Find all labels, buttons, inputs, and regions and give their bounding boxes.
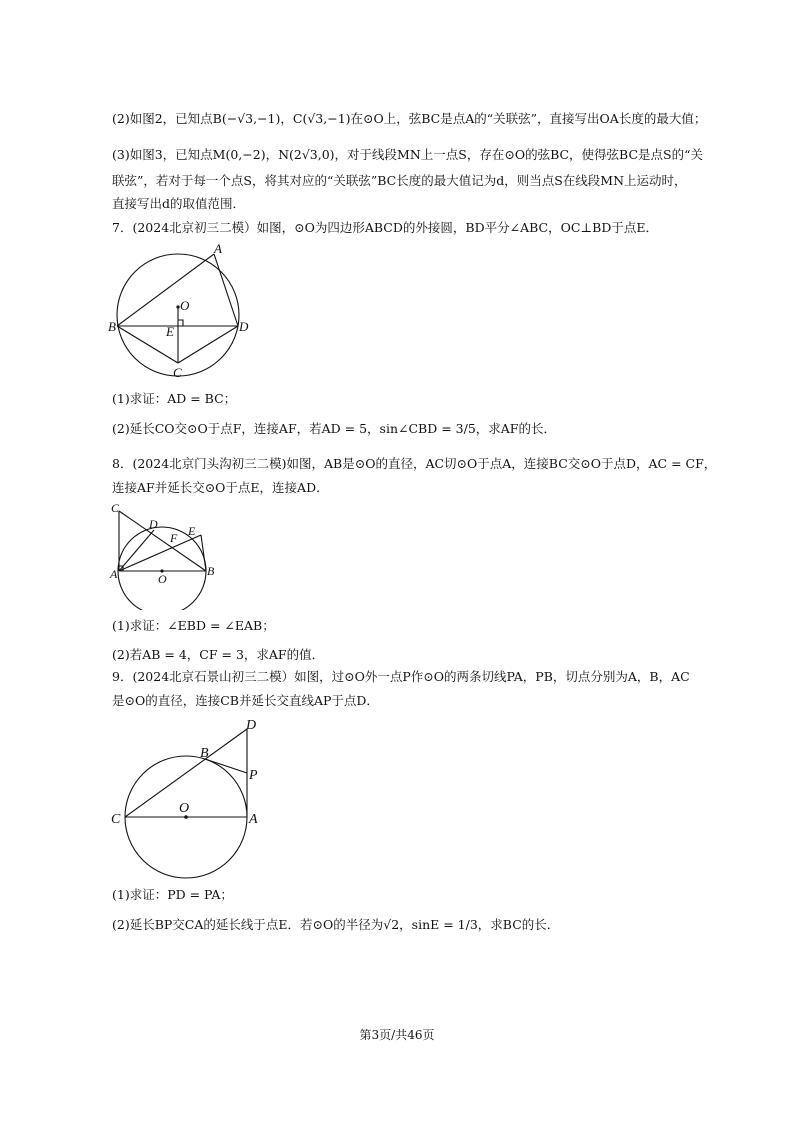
q9-stem-cont: 是⊙O的直径，连接CB并延长交直线AP于点D．: [112, 693, 379, 708]
label-B: B: [108, 319, 116, 334]
label-B: B: [200, 746, 209, 761]
label-O: O: [179, 801, 190, 816]
label-A: A: [110, 567, 118, 581]
q8-part2: (2)若AB = 4，CF = 3，求AF的值．: [112, 647, 325, 662]
q6-part3: (3)如图3，已知点M(0,−2)，N(2√3,0)，对于线段MN上一点S，存在⊙O的弦BC，使得弦BC是点S的“关: [112, 147, 703, 162]
q6-part2: (2)如图2，已知点B(−√3,−1)，C(√3,−1)在⊙O上，弦BC是点A的“关联弦”，直接写出OA长度的最大值；: [112, 111, 707, 126]
q8-stem-cont: 连接AF并延长交⊙O于点E，连接AD．: [112, 480, 329, 495]
figure-9: [108, 713, 268, 879]
q7-stem: 7．(2024北京初三二模）如图，⊙O为四边形ABCD的外接圆，BD平分∠ABC，OC⊥BD于点E．: [112, 220, 658, 235]
q9-stem: 9．(2024北京石景山初三二模）如图，过⊙O外一点P作⊙O的两条切线PA，PB，切点分别为A，B，AC: [112, 669, 690, 684]
label-F: F: [170, 531, 178, 545]
label-C: C: [173, 365, 182, 380]
q7-part2: (2)延长CO交⊙O于点F，连接AF，若AD = 5，sin∠CBD = 3/5，求AF的长．: [112, 421, 556, 436]
q6-part3-cont: 联弦”，若对于每一个点S，将其对应的“关联弦”BC长度的最大值记为d，则当点S在线段MN上运动时，: [112, 173, 687, 188]
label-O: O: [180, 298, 190, 313]
label-A: A: [214, 241, 222, 256]
label-O: O: [158, 572, 167, 586]
q8-part1: (1)求证：∠EBD = ∠EAB；: [112, 618, 275, 633]
label-C: C: [111, 812, 121, 827]
label-A: A: [249, 812, 258, 827]
label-D: D: [246, 718, 257, 733]
label-E: E: [166, 324, 174, 339]
label-P: P: [249, 768, 258, 783]
label-B: B: [207, 564, 215, 578]
q7-part1: (1)求证：AD = BC；: [112, 391, 237, 406]
label-C: C: [111, 501, 120, 515]
label-D: D: [149, 517, 158, 531]
page-footer: 第3页/共46页: [359, 1028, 435, 1042]
q8-stem: 8．(2024北京门头沟初三二模)如图，AB是⊙O的直径，AC切⊙O于点A，连接BC交⊙O于点D，AC = CF，: [112, 456, 717, 471]
q9-part1: (1)求证：PD = PA；: [112, 887, 233, 902]
q9-part2: (2)延长BP交CA的延长线于点E．若⊙O的半径为√2，sinE = 1/3，求BC的长．: [112, 917, 560, 932]
figure-7: [108, 240, 258, 382]
label-D: D: [239, 319, 249, 334]
figure-8: [108, 498, 226, 610]
q6-part3-cont2: 直接写出d的取值范围．: [112, 196, 246, 211]
label-E: E: [188, 524, 196, 538]
